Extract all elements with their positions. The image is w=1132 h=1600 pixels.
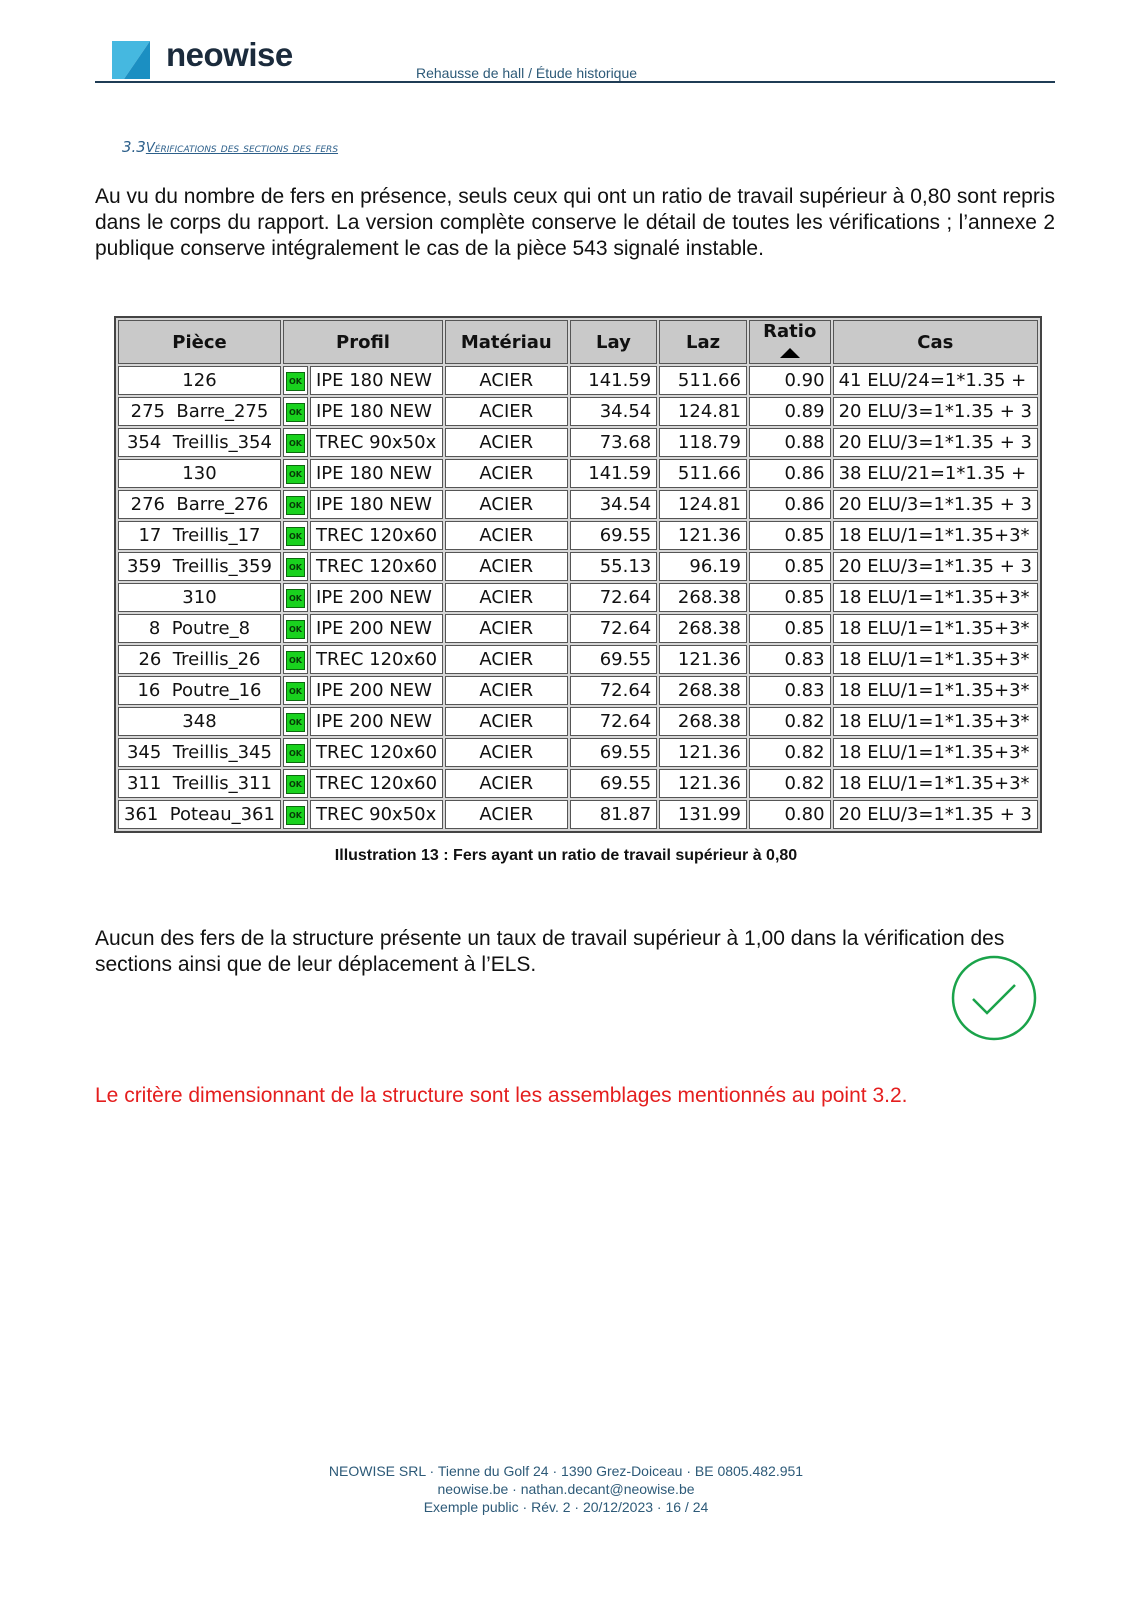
cell-profil: IPE 200 NEW <box>310 614 443 643</box>
table-row[interactable] <box>118 459 1038 488</box>
ok-status-icon <box>283 428 308 457</box>
neowise-logo-icon <box>112 41 150 79</box>
cell-lay: 72.64 <box>570 676 658 705</box>
cell-cas: 18 ELU/1=1*1.35+3* <box>833 738 1038 767</box>
cell-lay: 72.64 <box>570 707 658 736</box>
table-row[interactable] <box>118 738 1038 767</box>
table-row[interactable] <box>118 769 1038 798</box>
ok-badge-icon: OK <box>286 775 305 794</box>
cell-materiau: ACIER <box>445 614 568 643</box>
cell-cas: 20 ELU/3=1*1.35 + 3 <box>833 397 1038 426</box>
ok-status-icon <box>283 676 308 705</box>
ok-status-icon <box>283 800 308 829</box>
cell-lay: 34.54 <box>570 397 658 426</box>
cell-materiau: ACIER <box>445 552 568 581</box>
cell-piece: 310 <box>118 583 281 612</box>
cell-profil: IPE 200 NEW <box>310 583 443 612</box>
table-row[interactable] <box>118 366 1038 395</box>
cell-cas: 18 ELU/1=1*1.35+3* <box>833 645 1038 674</box>
ok-badge-icon: OK <box>286 806 305 825</box>
cell-ratio: 0.85 <box>749 552 831 581</box>
cell-cas: 18 ELU/1=1*1.35+3* <box>833 707 1038 736</box>
cell-cas: 20 ELU/3=1*1.35 + 3 <box>833 490 1038 519</box>
ok-status-icon <box>283 614 308 643</box>
cell-ratio: 0.89 <box>749 397 831 426</box>
col-header-profil[interactable]: Profil <box>283 320 443 364</box>
cell-profil: IPE 180 NEW <box>310 397 443 426</box>
cell-laz: 511.66 <box>659 366 747 395</box>
cell-materiau: ACIER <box>445 676 568 705</box>
ok-badge-icon: OK <box>286 496 305 515</box>
ok-badge-icon: OK <box>286 434 305 453</box>
ok-badge-icon: OK <box>286 682 305 701</box>
ok-badge-icon: OK <box>286 713 305 732</box>
cell-ratio: 0.82 <box>749 738 831 767</box>
cell-profil: TREC 90x50x <box>310 428 443 457</box>
cell-piece: 361 Poteau_361 <box>118 800 281 829</box>
ok-status-icon <box>283 397 308 426</box>
cell-ratio: 0.86 <box>749 459 831 488</box>
cell-lay: 141.59 <box>570 459 658 488</box>
cell-cas: 18 ELU/1=1*1.35+3* <box>833 583 1038 612</box>
cell-materiau: ACIER <box>445 800 568 829</box>
cell-cas: 18 ELU/1=1*1.35+3* <box>833 769 1038 798</box>
results-table <box>114 316 1042 833</box>
cell-cas: 18 ELU/1=1*1.35+3* <box>833 676 1038 705</box>
ok-status-icon <box>283 552 308 581</box>
ok-badge-icon: OK <box>286 527 305 546</box>
cell-profil: TREC 120x60 <box>310 552 443 581</box>
cell-laz: 268.38 <box>659 583 747 612</box>
cell-laz: 121.36 <box>659 738 747 767</box>
cell-lay: 72.64 <box>570 614 658 643</box>
cell-cas: 41 ELU/24=1*1.35 + <box>833 366 1038 395</box>
cell-cas: 20 ELU/3=1*1.35 + 3 <box>833 552 1038 581</box>
cell-lay: 141.59 <box>570 366 658 395</box>
cell-profil: IPE 180 NEW <box>310 366 443 395</box>
cell-laz: 268.38 <box>659 707 747 736</box>
cell-piece: 311 Treillis_311 <box>118 769 281 798</box>
cell-laz: 121.36 <box>659 769 747 798</box>
col-header-piece[interactable]: Pièce <box>118 320 281 364</box>
cell-laz: 131.99 <box>659 800 747 829</box>
ok-status-icon <box>283 366 308 395</box>
col-header-ratio[interactable] <box>749 320 831 364</box>
cell-lay: 81.87 <box>570 800 658 829</box>
cell-cas: 20 ELU/3=1*1.35 + 3 <box>833 800 1038 829</box>
cell-lay: 69.55 <box>570 738 658 767</box>
cell-piece: 359 Treillis_359 <box>118 552 281 581</box>
check-circle-icon <box>951 955 1037 1041</box>
ok-badge-icon: OK <box>286 744 305 763</box>
cell-materiau: ACIER <box>445 583 568 612</box>
cell-ratio: 0.83 <box>749 676 831 705</box>
ok-badge-icon: OK <box>286 558 305 577</box>
table-row[interactable] <box>118 552 1038 581</box>
cell-lay: 34.54 <box>570 490 658 519</box>
ok-badge-icon: OK <box>286 651 305 670</box>
sort-ascending-icon <box>780 348 800 358</box>
cell-profil: TREC 90x50x <box>310 800 443 829</box>
col-header-ratio-label: Ratio <box>763 321 817 342</box>
section-heading <box>122 138 338 156</box>
cell-laz: 124.81 <box>659 397 747 426</box>
logo-wordmark: neowise <box>166 36 293 73</box>
cell-profil: IPE 200 NEW <box>310 707 443 736</box>
col-header-laz[interactable]: Laz <box>659 320 747 364</box>
cell-ratio: 0.85 <box>749 583 831 612</box>
table-row[interactable] <box>118 676 1038 705</box>
table-row[interactable] <box>118 490 1038 519</box>
header-subtitle: Rehausse de hall / Étude historique <box>416 65 638 81</box>
footer-contact: neowise.be · nathan.decant@neowise.be <box>437 1481 695 1497</box>
cell-piece: 275 Barre_275 <box>118 397 281 426</box>
ok-badge-icon: OK <box>286 589 305 608</box>
cell-materiau: ACIER <box>445 397 568 426</box>
cell-piece: 26 Treillis_26 <box>118 645 281 674</box>
ok-status-icon <box>283 583 308 612</box>
ok-badge-icon: OK <box>286 620 305 639</box>
cell-laz: 96.19 <box>659 552 747 581</box>
cell-piece: 8 Poutre_8 <box>118 614 281 643</box>
cell-materiau: ACIER <box>445 428 568 457</box>
col-header-materiau[interactable]: Matériau <box>445 320 568 364</box>
ok-status-icon <box>283 459 308 488</box>
cell-cas: 38 ELU/21=1*1.35 + <box>833 459 1038 488</box>
cell-laz: 118.79 <box>659 428 747 457</box>
cell-laz: 124.81 <box>659 490 747 519</box>
section-title: Vérifications des sections des fers <box>145 141 339 156</box>
ok-status-icon <box>283 645 308 674</box>
cell-lay: 69.55 <box>570 521 658 550</box>
figure-caption: Illustration 13 : Fers ayant un ratio de travail supérieur à 0,80 <box>334 847 798 864</box>
table-row[interactable] <box>118 614 1038 643</box>
cell-piece: 17 Treillis_17 <box>118 521 281 550</box>
cell-piece: 130 <box>118 459 281 488</box>
intro-paragraph: Au vu du nombre de fers en présence, seuls ceux qui ont un ratio de travail supérieur à 0,80 sont repris dans le corps du rapport. La version complète conserve le détail de toutes les vérifications ; l’annexe 2 publique conserve intégralement le cas de la pièce 543 signalé instable. <box>95 185 1055 260</box>
cell-lay: 69.55 <box>570 769 658 798</box>
cell-ratio: 0.85 <box>749 614 831 643</box>
cell-materiau: ACIER <box>445 459 568 488</box>
cell-ratio: 0.90 <box>749 366 831 395</box>
ok-status-icon <box>283 490 308 519</box>
cell-ratio: 0.86 <box>749 490 831 519</box>
cell-ratio: 0.85 <box>749 521 831 550</box>
cell-ratio: 0.88 <box>749 428 831 457</box>
cell-laz: 121.36 <box>659 645 747 674</box>
footer-company: NEOWISE SRL · Tienne du Golf 24 · 1390 Grez-Doiceau · BE 0805.482.951 <box>328 1463 804 1479</box>
conclusion-paragraph: Aucun des fers de la structure présente un taux de travail supérieur à 1,00 dans la vérification des sections ainsi que de leur déplacement à l’ELS. <box>95 927 1005 976</box>
ok-status-icon <box>283 521 308 550</box>
cell-profil: TREC 120x60 <box>310 645 443 674</box>
col-header-cas[interactable]: Cas <box>833 320 1038 364</box>
cell-lay: 72.64 <box>570 583 658 612</box>
table-row[interactable] <box>118 397 1038 426</box>
cell-materiau: ACIER <box>445 707 568 736</box>
cell-materiau: ACIER <box>445 738 568 767</box>
cell-piece: 16 Poutre_16 <box>118 676 281 705</box>
ok-status-icon <box>283 769 308 798</box>
cell-profil: IPE 180 NEW <box>310 490 443 519</box>
table-row[interactable] <box>118 707 1038 736</box>
cell-profil: TREC 120x60 <box>310 521 443 550</box>
cell-laz: 121.36 <box>659 521 747 550</box>
table-row[interactable] <box>118 800 1038 829</box>
cell-materiau: ACIER <box>445 490 568 519</box>
cell-ratio: 0.83 <box>749 645 831 674</box>
col-header-lay[interactable]: Lay <box>570 320 658 364</box>
table-row[interactable] <box>118 645 1038 674</box>
cell-laz: 511.66 <box>659 459 747 488</box>
cell-materiau: ACIER <box>445 366 568 395</box>
cell-cas: 18 ELU/1=1*1.35+3* <box>833 521 1038 550</box>
cell-profil: TREC 120x60 <box>310 738 443 767</box>
table-row[interactable] <box>118 583 1038 612</box>
cell-lay: 73.68 <box>570 428 658 457</box>
cell-cas: 20 ELU/3=1*1.35 + 3 <box>833 428 1038 457</box>
cell-piece: 126 <box>118 366 281 395</box>
table-row[interactable] <box>118 428 1038 457</box>
dimensioning-note: Le critère dimensionnant de la structure sont les assemblages mentionnés au point 3.2. <box>95 1084 908 1107</box>
ok-badge-icon: OK <box>286 465 305 484</box>
ok-badge-icon: OK <box>286 372 305 391</box>
cell-lay: 55.13 <box>570 552 658 581</box>
table-body <box>118 366 1038 829</box>
cell-ratio: 0.82 <box>749 769 831 798</box>
cell-profil: IPE 180 NEW <box>310 459 443 488</box>
cell-ratio: 0.82 <box>749 707 831 736</box>
ok-status-icon <box>283 738 308 767</box>
cell-materiau: ACIER <box>445 645 568 674</box>
cell-cas: 18 ELU/1=1*1.35+3* <box>833 614 1038 643</box>
cell-profil: TREC 120x60 <box>310 769 443 798</box>
page-footer <box>0 1462 1132 1516</box>
cell-materiau: ACIER <box>445 769 568 798</box>
cell-lay: 69.55 <box>570 645 658 674</box>
table-row[interactable] <box>118 521 1038 550</box>
ok-badge-icon: OK <box>286 403 305 422</box>
cell-piece: 348 <box>118 707 281 736</box>
table-header-row <box>118 320 1038 364</box>
cell-piece: 276 Barre_276 <box>118 490 281 519</box>
results-table-image <box>114 316 1042 825</box>
cell-laz: 268.38 <box>659 614 747 643</box>
cell-piece: 354 Treillis_354 <box>118 428 281 457</box>
footer-revision: Exemple public · Rév. 2 · 20/12/2023 · 16 / 24 <box>423 1499 709 1515</box>
cell-materiau: ACIER <box>445 521 568 550</box>
section-number: 3.3 <box>122 138 146 156</box>
cell-laz: 268.38 <box>659 676 747 705</box>
cell-profil: IPE 200 NEW <box>310 676 443 705</box>
header-divider <box>95 81 1055 83</box>
ok-status-icon <box>283 707 308 736</box>
cell-ratio: 0.80 <box>749 800 831 829</box>
cell-piece: 345 Treillis_345 <box>118 738 281 767</box>
